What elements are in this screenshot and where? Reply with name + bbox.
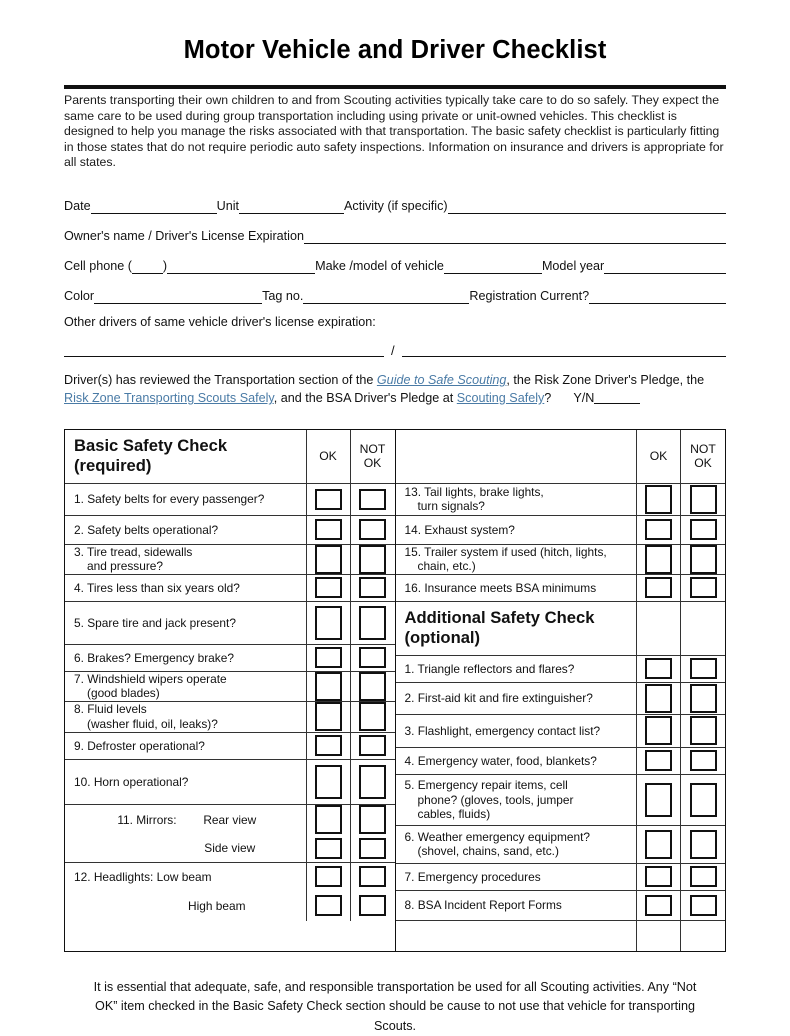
basic-item-4-label	[65, 575, 307, 601]
checkbox-not-ok[interactable]	[690, 750, 717, 771]
additional-item-8-notok-cell[interactable]	[681, 891, 725, 920]
basic-col-not-ok-line-1: NOT	[359, 442, 386, 457]
table-row	[396, 715, 726, 748]
other-drivers-label: Other drivers of same vehicle driver's license expiration:	[64, 314, 376, 329]
table-row	[396, 683, 726, 715]
basic-item-13-notok-cell[interactable]	[681, 484, 725, 515]
item-text-continued: turn signals?	[417, 499, 485, 514]
additional-item-2-notok-cell[interactable]	[681, 683, 725, 714]
basic-header-row	[65, 430, 395, 484]
basic-item-9-label	[65, 733, 307, 759]
item-text-continued: (shovel, chains, sand, etc.)	[417, 844, 559, 859]
basic-item-16-ok-cell[interactable]	[637, 575, 681, 601]
additional-item-4-label	[396, 748, 638, 774]
checkbox-not-ok[interactable]	[359, 647, 386, 668]
field-row-owner	[64, 214, 726, 244]
checkbox-not-ok[interactable]	[359, 672, 386, 701]
other-drivers-slash: /	[391, 342, 395, 358]
link-guide-to-safe-scouting[interactable]: Guide to Safe Scouting	[376, 372, 507, 387]
table-row	[65, 760, 395, 805]
headlights-high-ok-cell[interactable]	[307, 891, 351, 921]
checkbox-not-ok[interactable]	[359, 805, 386, 834]
right-header-row	[396, 430, 726, 484]
basic-item-5-notok-cell[interactable]	[351, 602, 395, 644]
basic-item-15-ok-cell[interactable]	[637, 545, 681, 574]
checkbox-ok[interactable]	[645, 658, 672, 679]
right-col-not-ok-line-2: OK	[694, 456, 712, 471]
date-label: Date	[64, 198, 91, 213]
basic-item-5-ok-cell[interactable]	[307, 602, 351, 644]
item-text: 4. Emergency water, food, blankets?	[404, 753, 597, 768]
checkbox-not-ok[interactable]	[359, 765, 386, 799]
item-text: 7. Windshield wipers operate	[74, 671, 227, 686]
basic-item-4-ok-cell[interactable]	[307, 575, 351, 601]
checkbox-not-ok[interactable]	[690, 866, 717, 887]
checkbox-not-ok[interactable]	[359, 866, 386, 887]
item-text-continued-2: cables, fluids)	[417, 807, 491, 822]
tag-label: Tag no.	[262, 288, 304, 303]
area-code-input[interactable]	[132, 260, 163, 274]
checkbox-not-ok[interactable]	[690, 485, 717, 514]
basic-safety-check-column	[65, 430, 396, 951]
checkbox-ok[interactable]	[315, 577, 342, 598]
item-text-continued: chain, etc.)	[417, 559, 476, 574]
additional-item-5-notok-cell[interactable]	[681, 775, 725, 825]
mirrors-rear-view-label	[65, 805, 307, 835]
color-input[interactable]	[94, 290, 262, 304]
form-fields	[64, 184, 726, 304]
checkbox-ok[interactable]	[645, 750, 672, 771]
additional-item-1-ok-cell[interactable]	[637, 656, 681, 682]
mirrors-rear-label: Rear view	[203, 812, 257, 827]
field-row-color	[64, 274, 726, 304]
checkbox-ok[interactable]	[315, 519, 342, 540]
basic-item-2-notok-cell[interactable]	[351, 516, 395, 544]
basic-col-ok-label: OK	[319, 449, 337, 464]
basic-heading-line-1: Basic Safety Check	[74, 436, 228, 456]
checklist-table	[64, 429, 726, 952]
additional-header-ok-cell	[637, 602, 681, 655]
right-col-ok-label: OK	[649, 449, 668, 464]
item-text-continued: phone? (gloves, tools, jumper	[417, 792, 574, 807]
headlights-low-ok-cell[interactable]	[307, 863, 351, 891]
basic-item-16-notok-cell[interactable]	[681, 575, 725, 601]
additional-header-notok-cell	[681, 602, 725, 655]
table-row	[396, 575, 726, 602]
checkbox-not-ok[interactable]	[690, 545, 717, 574]
table-row	[65, 863, 395, 891]
checkbox-ok[interactable]	[315, 895, 342, 916]
item-text: 4. Tires less than six years old?	[74, 580, 240, 595]
checkbox-not-ok[interactable]	[359, 895, 386, 916]
basic-col-not-ok-line-2: OK	[363, 456, 382, 471]
make-model-label: Make /model of vehicle	[315, 258, 444, 273]
checkbox-not-ok[interactable]	[690, 895, 717, 916]
mirrors-side-ok-cell[interactable]	[307, 835, 351, 862]
checkbox-ok[interactable]	[315, 735, 342, 756]
item-text: 16. Insurance meets BSA minimums	[404, 580, 597, 595]
table-row	[65, 484, 395, 516]
color-label: Color	[64, 288, 95, 303]
basic-item-9-ok-cell[interactable]	[307, 733, 351, 759]
checkbox-ok[interactable]	[315, 805, 342, 834]
additional-item-2-label	[396, 683, 638, 714]
checkbox-ok[interactable]	[645, 545, 672, 574]
checkbox-not-ok[interactable]	[359, 606, 386, 640]
basic-item-6-label	[65, 645, 307, 671]
checkbox-not-ok[interactable]	[690, 830, 717, 859]
basic-safety-heading	[65, 430, 307, 483]
basic-item-1-label	[65, 484, 307, 515]
table-row	[65, 672, 395, 702]
checkbox-ok[interactable]	[645, 684, 672, 713]
other-driver-1-input[interactable]	[64, 342, 384, 357]
additional-item-3-ok-cell[interactable]	[637, 715, 681, 747]
item-text: 1. Triangle reflectors and flares?	[404, 661, 575, 676]
field-row-date	[64, 184, 726, 214]
item-text: 3. Flashlight, emergency contact list?	[404, 723, 601, 738]
basic-item-10-ok-cell[interactable]	[307, 760, 351, 804]
pledge-text-3: , and the BSA Driver's Pledge at	[273, 390, 457, 405]
checkbox-ok[interactable]	[315, 702, 342, 731]
checkbox-ok[interactable]	[315, 545, 342, 574]
basic-item-7-label	[65, 672, 307, 701]
table-row	[65, 702, 395, 733]
additional-header-row	[396, 602, 726, 656]
basic-item-14-notok-cell[interactable]	[681, 516, 725, 544]
basic-item-2-label	[65, 516, 307, 544]
additional-item-6-ok-cell[interactable]	[637, 826, 681, 863]
additional-item-7-ok-cell[interactable]	[637, 864, 681, 890]
checkbox-ok[interactable]	[645, 783, 672, 817]
checkbox-ok[interactable]	[645, 519, 672, 540]
table-row	[396, 775, 726, 826]
headlights-low-notok-cell[interactable]	[351, 863, 395, 891]
basic-item-6-notok-cell[interactable]	[351, 645, 395, 671]
item-text: 3. Tire tread, sidewalls	[74, 544, 193, 559]
table-row	[396, 826, 726, 864]
table-row	[65, 602, 395, 645]
item-text: 7. Emergency procedures	[404, 869, 541, 884]
basic-item-15-notok-cell[interactable]	[681, 545, 725, 574]
checkbox-not-ok[interactable]	[690, 658, 717, 679]
checkbox-not-ok[interactable]	[359, 577, 386, 598]
basic-item-13-label	[396, 484, 638, 515]
basic-item-9-notok-cell[interactable]	[351, 733, 395, 759]
headlights-high-label: High beam	[187, 898, 246, 913]
item-text: 13. Tail lights, brake lights,	[404, 484, 544, 499]
pledge-text-1: Driver(s) has reviewed the Transportation section of the	[64, 372, 377, 387]
additional-heading-line-2: (optional)	[404, 628, 481, 648]
yn-input[interactable]	[594, 391, 640, 404]
mirrors-side-label: Side view	[204, 841, 256, 856]
checkbox-not-ok[interactable]	[359, 489, 386, 510]
link-scouting-safely[interactable]: Scouting Safely	[456, 390, 545, 405]
table-row	[65, 805, 395, 835]
additional-item-2-ok-cell[interactable]	[637, 683, 681, 714]
basic-item-10-notok-cell[interactable]	[351, 760, 395, 804]
basic-item-10-label	[65, 760, 307, 804]
table-row	[396, 516, 726, 545]
basic-item-7-notok-cell[interactable]	[351, 672, 395, 701]
other-driver-2-input[interactable]	[402, 342, 726, 357]
pledge-text-4: ?	[544, 390, 552, 405]
additional-item-6-notok-cell[interactable]	[681, 826, 725, 863]
table-row	[65, 575, 395, 602]
checkbox-not-ok[interactable]	[359, 702, 386, 731]
basic-item-3-notok-cell[interactable]	[351, 545, 395, 574]
additional-item-4-ok-cell[interactable]	[637, 748, 681, 774]
headlights-high-beam-label	[65, 891, 307, 921]
table-row	[65, 545, 395, 575]
checkbox-ok[interactable]	[315, 606, 342, 640]
basic-item-5-label	[65, 602, 307, 644]
model-year-input[interactable]	[604, 260, 726, 274]
headlights-label: 12. Headlights: Low beam	[74, 869, 212, 884]
registration-input[interactable]	[589, 290, 726, 304]
table-row	[396, 545, 726, 575]
link-risk-zone-transporting-scouts-safely[interactable]: Risk Zone Transporting Scouts Safely	[64, 390, 274, 405]
intro-paragraph: Parents transporting their own children to and from Scouting activities typically take care to do so safely. They expect the same care to be used during group transportation including using private or unit-owned vehicles. This checklist is designed to help you manage the risks associated with that transportation. The basic safety checklist is particularly fitting in those states that do not require periodic auto safety inspections. Information on insurance and drivers is appropriate for all states.	[64, 93, 724, 170]
checkbox-ok[interactable]	[645, 830, 672, 859]
table-row	[65, 835, 395, 863]
item-text: 6. Brakes? Emergency brake?	[74, 650, 234, 665]
item-text: 5. Emergency repair items, cell	[404, 778, 568, 793]
table-row	[65, 645, 395, 672]
basic-item-8-label	[65, 702, 307, 732]
checkbox-ok[interactable]	[315, 489, 342, 510]
activity-label: Activity (if specific)	[344, 198, 448, 213]
additional-empty-notok-cell	[681, 921, 725, 951]
other-drivers-inputs	[64, 341, 726, 357]
additional-item-8-ok-cell[interactable]	[637, 891, 681, 920]
additional-safety-check-column	[396, 430, 726, 951]
checkbox-ok[interactable]	[645, 895, 672, 916]
checkbox-ok[interactable]	[315, 866, 342, 887]
page-title: Motor Vehicle and Driver Checklist	[183, 36, 607, 64]
additional-item-7-label	[396, 864, 638, 890]
basic-item-2-ok-cell[interactable]	[307, 516, 351, 544]
additional-item-7-notok-cell[interactable]	[681, 864, 725, 890]
mirrors-rear-ok-cell[interactable]	[307, 805, 351, 835]
mirrors-rear-notok-cell[interactable]	[351, 805, 395, 835]
item-text: 14. Exhaust system?	[404, 522, 515, 537]
headlights-high-notok-cell[interactable]	[351, 891, 395, 921]
headlights-low-beam-label	[65, 863, 307, 891]
unit-label: Unit	[216, 198, 240, 213]
basic-item-8-notok-cell[interactable]	[351, 702, 395, 732]
pledge-paragraph	[64, 371, 726, 407]
basic-item-3-label	[65, 545, 307, 574]
checkbox-ok[interactable]	[315, 838, 342, 859]
item-text: 8. BSA Incident Report Forms	[404, 898, 562, 913]
item-text: 1. Safety belts for every passenger?	[74, 492, 265, 507]
basic-item-4-notok-cell[interactable]	[351, 575, 395, 601]
checkbox-not-ok[interactable]	[359, 735, 386, 756]
checkbox-not-ok[interactable]	[359, 519, 386, 540]
table-row	[396, 864, 726, 891]
checkbox-ok[interactable]	[645, 716, 672, 745]
cell-phone-input[interactable]	[167, 260, 315, 274]
tag-input[interactable]	[303, 290, 469, 304]
additional-safety-heading	[396, 602, 638, 655]
checkbox-ok[interactable]	[315, 672, 342, 701]
basic-item-14-ok-cell[interactable]	[637, 516, 681, 544]
basic-item-16-label	[396, 575, 638, 601]
table-row	[65, 891, 395, 921]
additional-item-5-ok-cell[interactable]	[637, 775, 681, 825]
item-text: 2. First-aid kit and fire extinguisher?	[404, 691, 593, 706]
registration-label: Registration Current?	[469, 288, 590, 303]
unit-input[interactable]	[239, 200, 344, 214]
table-row	[396, 748, 726, 775]
pledge-text-2: , the Risk Zone Driver's Pledge, the	[506, 372, 705, 387]
basic-item-8-ok-cell[interactable]	[307, 702, 351, 732]
activity-input[interactable]	[448, 200, 726, 214]
item-text-continued: (washer fluid, oil, leaks)?	[87, 716, 218, 731]
footer-note: It is essential that adequate, safe, and responsible transportation be used for all Scouting activities. Any “Not OK” item checked in the Basic Safety Check section should be cause to not use that vehicle for transporting Scouts.	[93, 979, 697, 1033]
checkbox-ok[interactable]	[315, 647, 342, 668]
checkbox-not-ok[interactable]	[690, 684, 717, 713]
additional-item-4-notok-cell[interactable]	[681, 748, 725, 774]
additional-item-8-label	[396, 891, 638, 920]
mirrors-label: 11. Mirrors:	[117, 812, 177, 827]
checkbox-not-ok[interactable]	[690, 519, 717, 540]
table-row	[65, 733, 395, 760]
item-text: 8. Fluid levels	[74, 702, 147, 717]
item-text: 9. Defroster operational?	[74, 738, 205, 753]
basic-item-15-label	[396, 545, 638, 574]
table-row	[396, 891, 726, 921]
additional-heading-line-1: Additional Safety Check	[404, 608, 595, 628]
checkbox-not-ok[interactable]	[690, 716, 717, 745]
checkbox-ok[interactable]	[315, 765, 342, 799]
item-text-continued: and pressure?	[87, 559, 164, 574]
checkbox-not-ok[interactable]	[690, 577, 717, 598]
item-text: 5. Spare tire and jack present?	[74, 615, 236, 630]
checkbox-not-ok[interactable]	[359, 545, 386, 574]
basic-col-ok-header	[307, 430, 351, 483]
basic-item-13-ok-cell[interactable]	[637, 484, 681, 515]
field-row-phone	[64, 244, 726, 274]
checkbox-ok[interactable]	[645, 577, 672, 598]
additional-item-6-label	[396, 826, 638, 863]
table-row	[65, 516, 395, 545]
owner-label: Owner's name / Driver's License Expiration	[64, 228, 304, 243]
cell-phone-label-close: )	[162, 258, 168, 273]
additional-empty-ok-cell	[637, 921, 681, 951]
mirrors-side-view-label	[65, 835, 307, 862]
additional-item-3-label	[396, 715, 638, 747]
item-text: 2. Safety belts operational?	[74, 522, 219, 537]
make-model-input[interactable]	[444, 260, 542, 274]
basic-item-1-notok-cell[interactable]	[351, 484, 395, 515]
item-text: 10. Horn operational?	[74, 774, 189, 789]
additional-item-1-notok-cell[interactable]	[681, 656, 725, 682]
additional-item-5-label	[396, 775, 638, 825]
date-input[interactable]	[91, 200, 217, 214]
right-col-not-ok-line-1: NOT	[690, 442, 716, 457]
basic-item-7-ok-cell[interactable]	[307, 672, 351, 701]
checkbox-not-ok[interactable]	[690, 783, 717, 817]
basic-item-6-ok-cell[interactable]	[307, 645, 351, 671]
yn-label: Y/N	[573, 390, 595, 405]
checkbox-not-ok[interactable]	[359, 838, 386, 859]
cell-phone-label: Cell phone (	[64, 258, 132, 273]
model-year-label: Model year	[541, 258, 605, 273]
right-col-ok-header	[637, 430, 681, 483]
mirrors-side-notok-cell[interactable]	[351, 835, 395, 862]
item-text: 6. Weather emergency equipment?	[404, 829, 591, 844]
title-divider	[64, 85, 726, 89]
basic-heading-line-2: (required)	[74, 456, 152, 476]
owner-input[interactable]	[304, 230, 726, 244]
additional-item-3-notok-cell[interactable]	[681, 715, 725, 747]
right-col-not-ok-header	[681, 430, 725, 483]
basic-col-not-ok-header	[351, 430, 395, 483]
basic-item-14-label	[396, 516, 638, 544]
basic-item-1-ok-cell[interactable]	[307, 484, 351, 515]
item-text-continued: (good blades)	[87, 686, 160, 701]
table-row	[396, 656, 726, 683]
additional-empty-label	[396, 921, 638, 951]
right-header-blank	[396, 430, 638, 483]
item-text: 15. Trailer system if used (hitch, lights,	[404, 544, 607, 559]
checkbox-ok[interactable]	[645, 866, 672, 887]
basic-item-3-ok-cell[interactable]	[307, 545, 351, 574]
checkbox-ok[interactable]	[645, 485, 672, 514]
table-row	[396, 484, 726, 516]
table-row-empty	[396, 921, 726, 951]
additional-item-1-label	[396, 656, 638, 682]
